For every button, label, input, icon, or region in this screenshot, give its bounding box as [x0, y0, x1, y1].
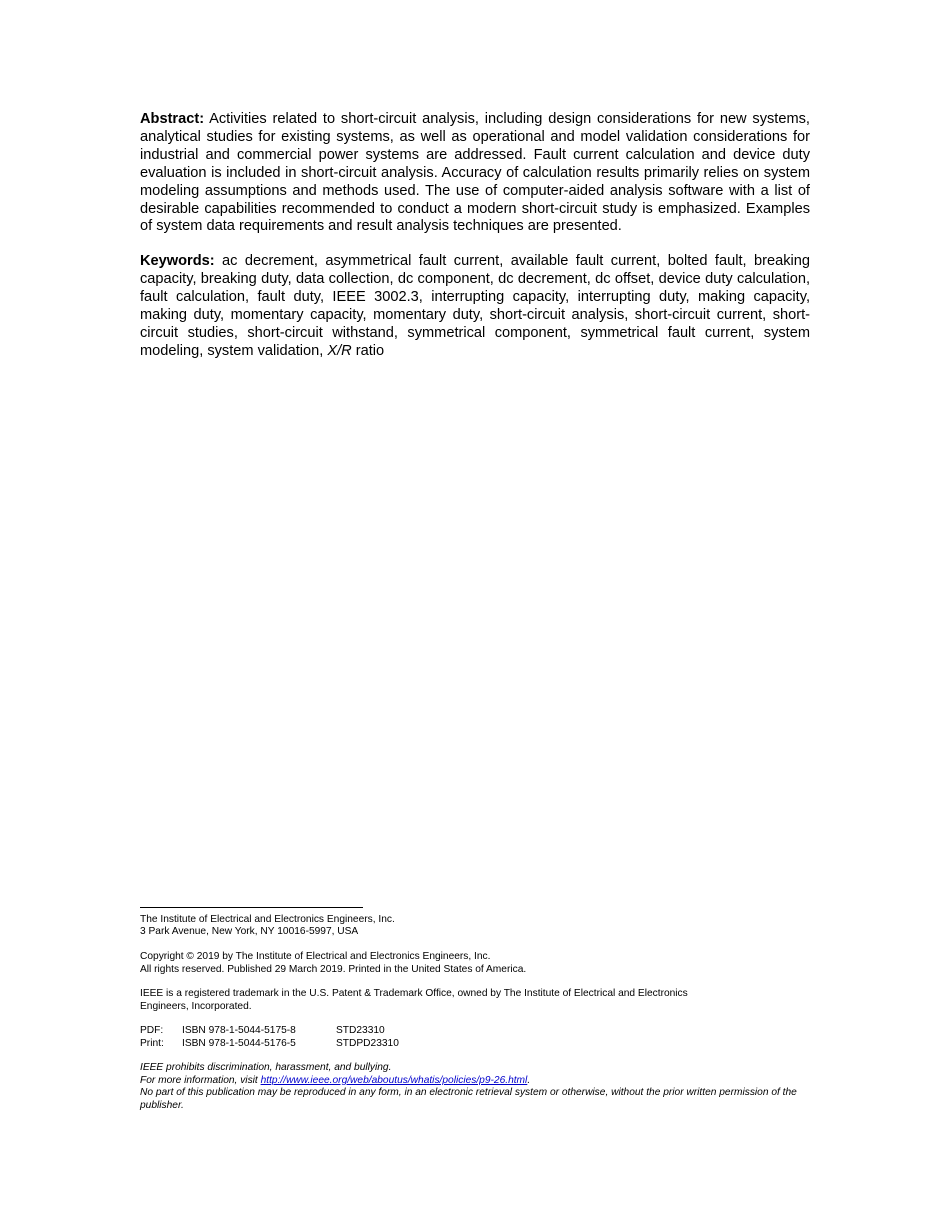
- abstract-label: Abstract:: [140, 111, 205, 127]
- keywords-xr-term: X/R: [327, 342, 352, 359]
- policy-link[interactable]: http://www.ieee.org/web/aboutus/whatis/policies/p9-26.html: [260, 1074, 528, 1086]
- front-matter: [140, 111, 810, 361]
- more-info-prefix: For more information, visit: [140, 1074, 261, 1086]
- copyright-block: [140, 951, 810, 976]
- copyright-line: Copyright © 2019 by The Institute of Electrical and Electronics Engineers, Inc.: [140, 951, 491, 963]
- keywords-text: ac decrement, asymmetrical fault current, available fault current, bolted fault, breaking capacity, breaking duty, data collection, dc component, dc decrement, dc offset, device duty calculation, fault calculation, fault duty, IEEE 3002.3, interrupting capacity, interrupting duty, making capacity, making duty, momentary capacity, momentary duty, short-circuit analysis, short-circuit current, short-circuit studies, short-circuit withstand, symmetrical component, symmetrical fault current, system modeling, system validation,: [140, 253, 810, 359]
- reproduction-notice: No part of this publication may be reproduced in any form, in an electronic retrieval system or otherwise, without the prior written permission of the publisher.: [140, 1087, 797, 1111]
- isbn-code: STD23310: [336, 1025, 385, 1037]
- isbn-row-print: [140, 1038, 810, 1050]
- trademark-notice: IEEE is a registered trademark in the U.S. Patent & Trademark Office, owned by The Institute of Electrical and Electronics Engineers, Incorporated.: [140, 988, 688, 1012]
- keywords-paragraph: [140, 253, 810, 360]
- more-info-line: [140, 1075, 810, 1087]
- footer-divider: [140, 907, 363, 908]
- publisher-address: 3 Park Avenue, New York, NY 10016-5997, USA: [140, 926, 359, 938]
- keywords-tail: ratio: [351, 342, 385, 359]
- trademark-block: [140, 988, 810, 1013]
- isbn-row-pdf: [140, 1025, 810, 1037]
- rights-line: All rights reserved. Published 29 March 2019. Printed in the United States of America.: [140, 963, 527, 975]
- policy-block: [140, 1062, 810, 1112]
- isbn-format: Print:: [140, 1037, 164, 1049]
- isbn-number: ISBN 978-1-5044-5175-8: [182, 1025, 296, 1037]
- more-info-suffix: .: [527, 1074, 531, 1086]
- abstract-text: Activities related to short-circuit analysis, including design considerations for new systems, analytical studies for existing systems, as well as operational and model validation considerations for industrial and commercial power systems are addressed. Fault current calculation and device duty evaluation is included in short-circuit analysis. Accuracy of calculation results primarily relies on system modeling assumptions and methods used. The use of computer-aided analysis software with a list of desirable capabilities recommended to conduct a modern short-circuit study is emphasized. Examples of system data requirements and result analysis techniques are presented.: [140, 111, 810, 235]
- isbn-number: ISBN 978-1-5044-5176-5: [182, 1037, 296, 1049]
- isbn-format: PDF:: [140, 1025, 164, 1037]
- isbn-block: [140, 1025, 810, 1050]
- isbn-code: STDPD23310: [336, 1037, 399, 1049]
- publisher-block: [140, 914, 810, 939]
- copyright-footer: [140, 907, 810, 1124]
- keywords-label: Keywords:: [140, 253, 215, 270]
- publisher-name: The Institute of Electrical and Electronics Engineers, Inc.: [140, 914, 395, 925]
- policy-line: IEEE prohibits discrimination, harassment, and bullying.: [140, 1062, 392, 1074]
- abstract-paragraph: [140, 111, 810, 236]
